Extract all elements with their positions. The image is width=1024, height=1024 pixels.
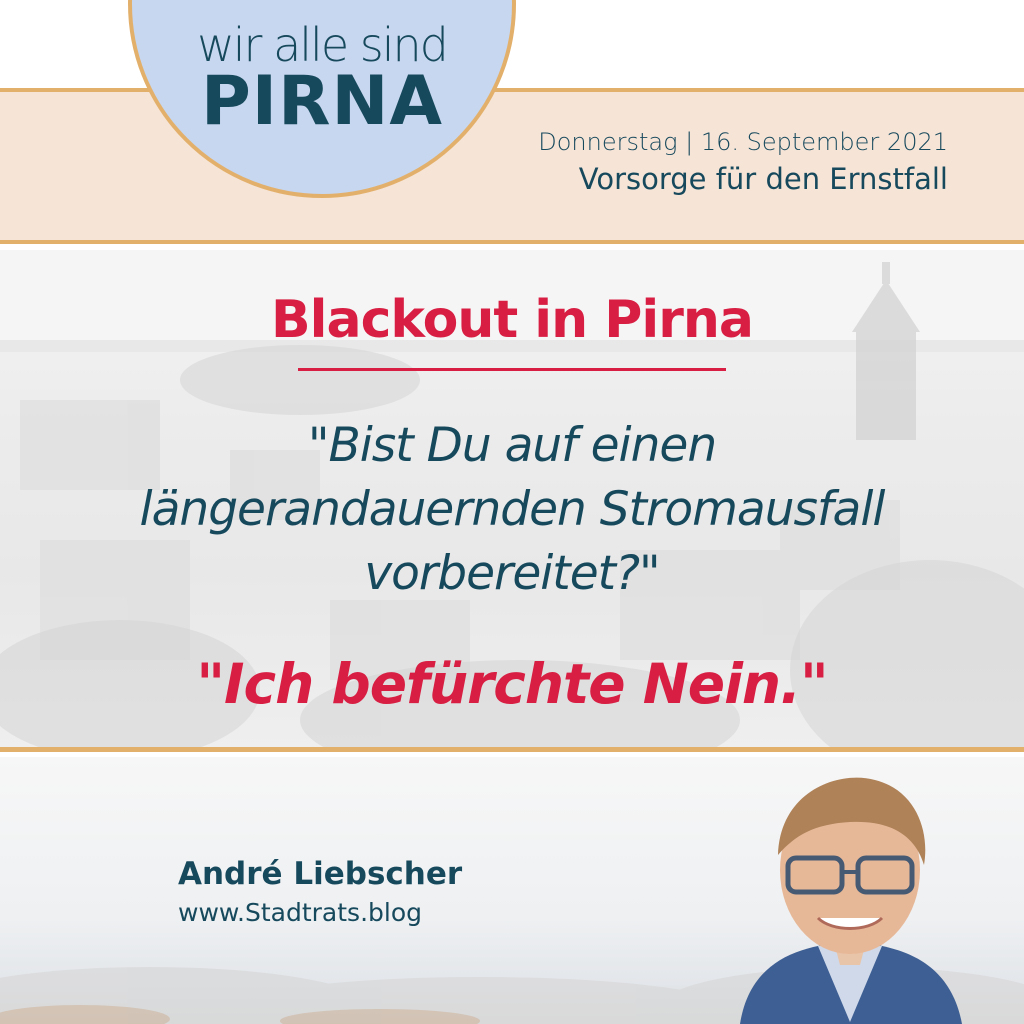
question-line-1: "Bist Du auf einen (307, 418, 717, 473)
answer-quote: "Ich befürchte Nein." (196, 652, 828, 716)
logo (128, 0, 516, 200)
logo-line-1: wir alle sind (197, 18, 447, 72)
header-date: Donnerstag | 16. September 2021 (538, 128, 948, 156)
headline-underline (298, 368, 726, 371)
author-name: André Liebscher (178, 856, 463, 892)
logo-line-2: PIRNA (200, 62, 444, 141)
question-quote (20, 414, 1004, 606)
author-portrait (700, 760, 1000, 1024)
question-line-2: längerandauernden Stromausfall (139, 482, 885, 537)
header-subtitle: Vorsorge für den Ernstfall (578, 162, 948, 196)
author-url: www.Stadtrats.blog (178, 898, 423, 927)
headline: Blackout in Pirna (271, 290, 753, 350)
question-line-3: vorbereitet?" (364, 546, 660, 601)
